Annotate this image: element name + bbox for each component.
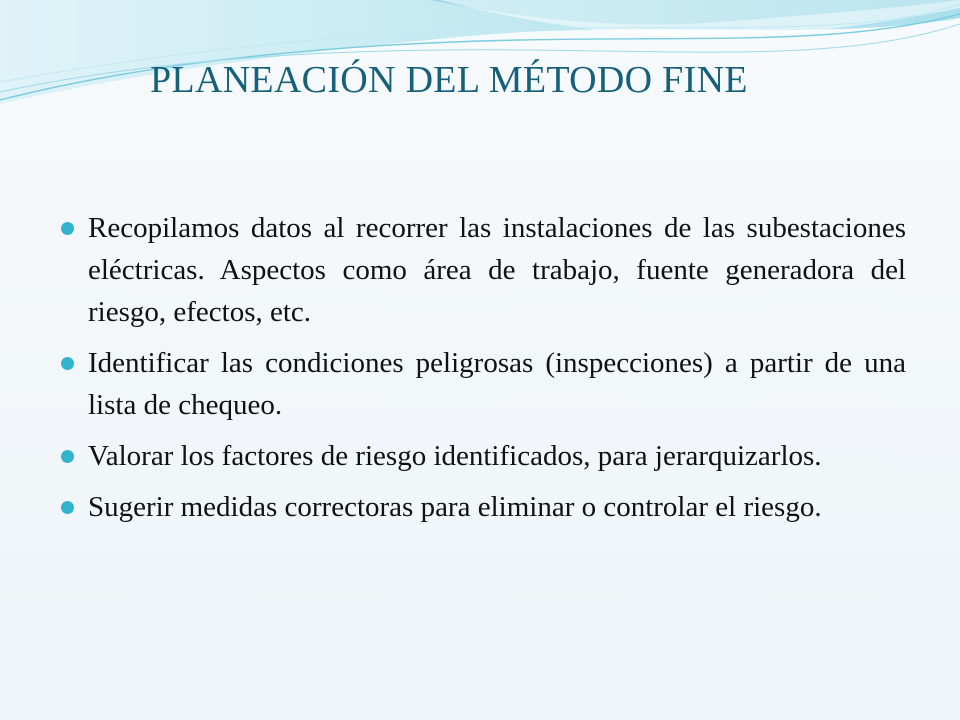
bullet-item-suggest-measures xyxy=(88,486,906,528)
bullet-text: Sugerir medidas correctoras para eliminar o controlar el riesgo. xyxy=(88,491,822,523)
bullet-text: Valorar los factores de riesgo identificados, para jerarquizarlos. xyxy=(88,440,822,472)
bullet-text: Identificar las condiciones peligrosas (inspecciones) a partir de una lista de chequeo. xyxy=(88,347,906,421)
bullet-list xyxy=(88,207,906,537)
bullet-dot-icon xyxy=(61,450,74,463)
bullet-dot-icon xyxy=(61,357,74,370)
bullet-item-identify-conditions xyxy=(88,342,906,426)
bullet-dot-icon xyxy=(61,501,74,514)
bullet-item-collect-data xyxy=(88,207,906,333)
slide-title: PLANEACIÓN DEL MÉTODO FINE xyxy=(150,59,748,101)
bullet-text: Recopilamos datos al recorrer las instalaciones de las subestaciones eléctricas. Aspectos como área de trabajo, fuente generadora del riesgo, efectos, etc. xyxy=(88,212,906,328)
bullet-dot-icon xyxy=(61,222,74,235)
bullet-item-assess-factors xyxy=(88,435,906,477)
